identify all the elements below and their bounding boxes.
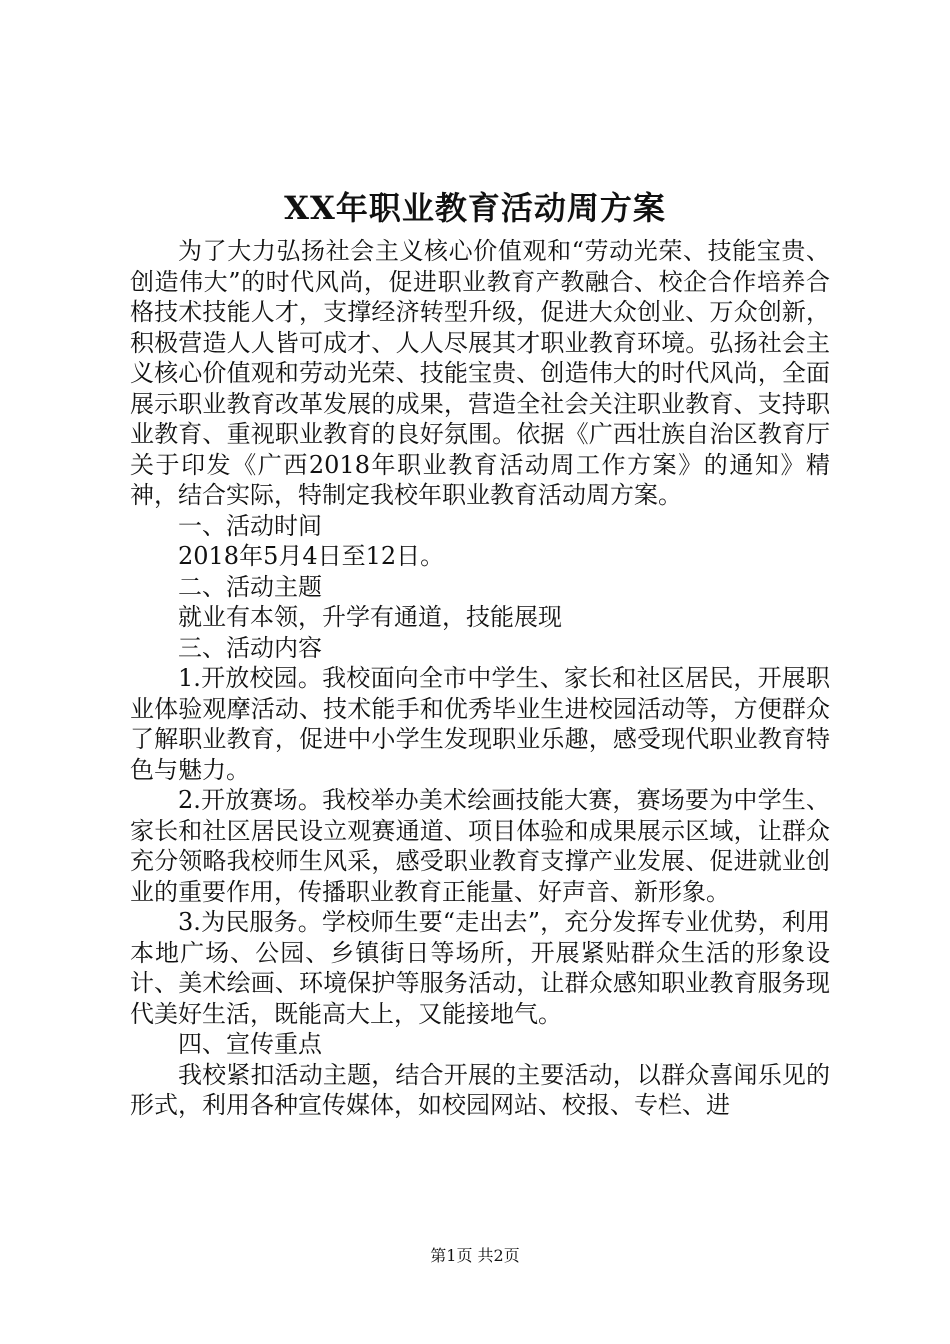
heading-activity-time: 一、活动时间 [178,511,322,540]
paragraph-activity-time: 2018年5月4日至12日。 [178,542,445,570]
heading-publicity-focus: 四、宣传重点 [178,1030,322,1058]
paragraph-intro: 为了大力弘扬社会主义核心价值观和“劳动光荣、技能宝贵、创造伟大”的时代风尚，促进职业教育产教融合、校企合作培养合格技术技能人才，支撑经济转型升级，促进大众创业、万众创新，积极营造人人皆可成才、人人尽展其才职业教育环境。弘扬社会主义核心价值观和劳动光荣、技能宝贵、创造伟大的时代风尚，全面展示职业教育改革发展的成果，营造全社会关注职业教育、支持职业教育、重视职业教育的良好氛围。依据《广西壮族自治区教育厅关于印发《广西2018年职业教育活动周工作方案》的通知》精神，结合实际，特制定我校年职业教育活动周方案。 [130,237,830,509]
heading-activity-content: 三、活动内容 [178,633,322,662]
paragraph-activity-theme: 就业有本领，升学有通道，技能展现 [178,603,562,631]
document-body [130,236,830,1121]
paragraph-public-service: 3.为民服务。学校师生要“走出去”，充分发挥专业优势，利用本地广场、公园、乡镇街日等场所，开展紧贴群众生活的形象设计、美术绘画、环境保护等服务活动，让群众感知职业教育服务现代美好生活，既能高大上，又能接地气。 [130,908,830,1028]
paragraph-open-competition: 2.开放赛场。我校举办美术绘画技能大赛，赛场要为中学生、家长和社区居民设立观赛通道、项目体验和成果展示区域，让群众充分领略我校师生风采，感受职业教育支撑产业发展、促进就业创业的重要作用，传播职业教育正能量、好声音、新形象。 [130,786,830,906]
page-footer: 第1页 共2页 [430,1246,520,1265]
paragraph-open-campus: 1.开放校园。我校面向全市中学生、家长和社区居民，开展职业体验观摩活动、技术能手和优秀毕业生进校园活动等，方便群众了解职业教育，促进中小学生发现职业乐趣，感受现代职业教育特色与魅力。 [130,664,830,784]
heading-activity-theme: 二、活动主题 [178,572,322,601]
paragraph-publicity-focus: 我校紧扣活动主题，结合开展的主要活动，以群众喜闻乐见的形式，利用各种宣传媒体，如校园网站、校报、专栏、进 [130,1060,830,1119]
document-title: XX年职业教育活动周方案 [284,189,666,227]
